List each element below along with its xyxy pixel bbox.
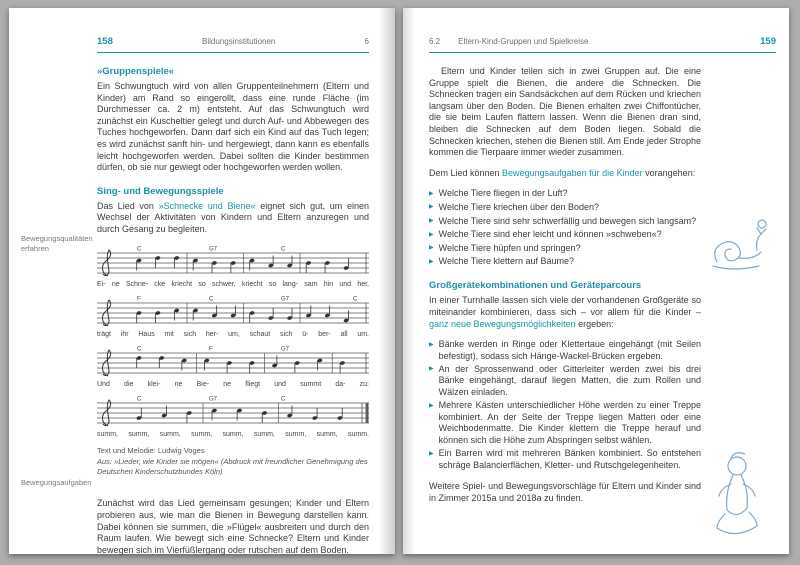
question-text: Welche Tiere klettern auf Bäume? <box>438 256 575 267</box>
section-number: 6.2 <box>429 37 441 46</box>
music-system <box>97 345 369 389</box>
svg-text:F: F <box>209 346 213 353</box>
question-item <box>429 202 701 214</box>
bullet-item <box>429 448 701 471</box>
song-lyrics-line: Und die klei- ne Bie- ne fliegt und summt da- zu: <box>97 380 369 388</box>
bullet-arrow-icon: ▶ <box>429 218 434 225</box>
bullet-item <box>429 364 701 399</box>
bullet-arrow-icon: ▶ <box>429 190 434 197</box>
music-system <box>97 295 369 339</box>
running-title-left: Bildungsinstitutionen <box>202 37 276 46</box>
bullet-text: Mehrere Kästen unterschiedlicher Höhe werden zu einer Treppe kombiniert. An der Seite der Treppe liegen Matten oder eine Weichbodenmatte. Die Kinder klettern die Treppe herauf und können sich die Höhe zum Abspringen selbst wählen. <box>438 400 701 445</box>
page-left <box>9 8 395 554</box>
para-geraete-intro: In einer Turnhalle lassen sich viele der vorhandenen Großgeräte so miteinander kombinieren, dass sich – vor allem für die Kinder – ganz neue Bewegungsmöglichkeiten ergeben: <box>429 295 701 329</box>
bullet-arrow-icon: ▶ <box>429 204 434 211</box>
running-title-right: Eltern-Kind-Gruppen und Spielkreise <box>458 37 589 46</box>
illustration-snail-doodle <box>703 206 775 278</box>
bullet-item <box>429 400 701 446</box>
svg-text:C: C <box>353 296 358 303</box>
para-singspiele: Das Lied von »Schnecke und Biene« eignet sich gut, um einen Wechsel der Aktivitäten von Kindern und Eltern anzuregen und durch Gesang zu begleiten. <box>97 200 369 234</box>
question-item <box>429 256 701 268</box>
svg-text:F: F <box>137 296 141 303</box>
illustration-sitting-figure-doodle <box>695 444 777 554</box>
para-literaturhinweis: Weitere Spiel- und Bewegungsvorschläge für Eltern und Kinder sind in Zimmer 2015a und 2018a zu finden. <box>429 481 701 503</box>
page-right <box>403 8 789 554</box>
question-item <box>429 243 701 255</box>
question-text: Welche Tiere kriechen über den Boden? <box>438 201 600 212</box>
heading-singspiele: Sing- und Bewegungsspiele <box>97 185 224 197</box>
bullet-arrow-icon: ▶ <box>429 258 434 265</box>
song-credit-author: Text und Melodie: Ludwig Voges <box>97 445 205 455</box>
svg-text:C: C <box>137 396 142 403</box>
para-schwungtuch: Ein Schwungtuch wird von allen Gruppenteilnehmern (Eltern und Kinder) am Rand so eingerollt, dass eine runde Fläche (im Durchmesser ca. 2 m) entsteht. Auf das Schwungtuch wird zunächst ein Kuscheltier gelegt und durch Auf- und Abbewegen des Tuches hochgeworfen. Dann darf sich ein Kind auf das Tuch legen; es wird zunächst sanft hin- und hergewiegt, dann kann es ebenfalls leicht hochgeworfen werden. Dabei sollten die Kinder bestimmen dürfen, ob sie nur gewiegt oder hochgeworfen werden wollen. <box>97 81 369 173</box>
svg-text:G7: G7 <box>209 246 218 253</box>
question-text: Welche Tiere sind sehr schwerfällig und bewegen sich langsam? <box>438 215 697 226</box>
page-number-left: 158 <box>97 36 113 47</box>
bullet-text: Ein Barren wird mit mehreren Bänken kombiniert. So entstehen schräge Balancierflächen, Kletter- und Rutschgelegenheiten. <box>438 448 701 470</box>
question-item <box>429 216 701 228</box>
bullet-text: An der Sprossenwand oder Gitterleiter werden zwei bis drei Bänke eingehängt, darauf liegen Matten, die zum Rollen und Wälzen einladen. <box>438 363 701 398</box>
heading-gruppenspiele: »Gruppenspiele« <box>97 66 175 77</box>
svg-text:C: C <box>281 396 286 403</box>
bullet-arrow-icon: ▶ <box>429 402 434 409</box>
questions-list <box>429 188 701 268</box>
bullet-arrow-icon: ▶ <box>429 450 434 457</box>
heading-geraeteparcours: Großgerätekombinationen und Geräteparcours <box>429 280 642 292</box>
svg-text:C: C <box>209 296 214 303</box>
question-text: Welche Tiere fliegen in der Luft? <box>438 188 568 199</box>
music-notation <box>97 245 369 439</box>
bullet-text: Bänke werden in Ringe oder Klettertaue eingehängt (mit Seilen befestigt), sodass sich Hänge-Wackel-Brücken ergeben. <box>438 339 701 361</box>
question-text: Welche Tiere sind eher leicht und können »schweben«? <box>438 229 662 240</box>
margin-note-bewegungsaufgaben: Bewegungsaufgaben <box>21 478 92 487</box>
para-gruppeneinteilung: Eltern und Kinder teilen sich in zwei Gruppen auf. Die eine Gruppe spielt die Bienen, die andere die Schnecken. Die Schnecken tragen ein Sandsäckchen auf dem Rücken und kriechen langsam über den Boden. Die Bienen erhalten zwei Chiffontücher, die sie beim Laufen flattern lassen. Wenn die Bienen dran sind, bleiben die Schnecken auf dem Boden liegen. Sobald die Schnecken kriechen, stehen die Bienen still. Am Ende jeder Strophe kommen die Tierpaare immer wieder zusammen. <box>429 66 701 158</box>
bullet-arrow-icon: ▶ <box>429 245 434 252</box>
svg-text:C: C <box>137 346 142 353</box>
svg-text:C: C <box>281 246 286 253</box>
bullet-arrow-icon: ▶ <box>429 366 434 373</box>
svg-text:G7: G7 <box>209 396 218 403</box>
header-left <box>97 36 369 53</box>
margin-note-bewegungsqualitaeten: Bewegungsqualitäten erfahren <box>21 234 93 253</box>
right-content <box>429 66 701 513</box>
music-system <box>97 245 369 289</box>
header-right <box>429 36 776 53</box>
question-item <box>429 229 701 241</box>
para-bewegungsdarstellung: Zunächst wird das Lied gemeinsam gesungen; Kinder und Eltern probieren aus, wie man die Bienen in Bewegung darstellen kann. Dabei können sie summen, die »Flügel« ausbreiten und durch den Raum laufen. Wie bewegt sich eine Schnecke? Eltern und Kinder bewegen sich im Vierfüßlergang oder rutschen auf dem Boden. <box>97 498 369 555</box>
song-lyrics-line: trägt ihr Haus mit sich her- um, schaut sich ü- ber- all um. <box>97 330 369 338</box>
svg-text:G7: G7 <box>281 346 290 353</box>
song-lyrics-line: Ei- ne Schne- cke kriecht so schwer, kriecht so lang- sam hin und her, <box>97 280 369 288</box>
page-number-right: 159 <box>760 36 776 47</box>
question-item <box>429 188 701 200</box>
question-text: Welche Tiere hüpfen und springen? <box>438 242 581 253</box>
inline-highlight-songtitle: »Schnecke und Biene« <box>158 200 256 211</box>
inline-highlight-bewegungsmoeglichkeiten: ganz neue Bewegungsmöglichkeiten <box>429 318 576 329</box>
geraete-bullets-list <box>429 339 701 471</box>
bullet-arrow-icon: ▶ <box>429 341 434 348</box>
song-credit-source: Aus: »Lieder, wie Kinder sie mögen« (Abdruck mit freundlicher Genehmigung des Deutschen Kinderschutzbundes Köln) <box>97 457 368 476</box>
svg-text:G7: G7 <box>281 296 290 303</box>
chapter-number: 6 <box>364 37 369 46</box>
inline-highlight-bewegungsaufgaben: Bewegungsaufgaben für die Kinder <box>502 167 643 178</box>
song-lyrics-line: summ, summ, summ, summ, summ, summ, summ, summ, summ. <box>97 430 369 438</box>
svg-text:C: C <box>137 246 142 253</box>
bullet-arrow-icon: ▶ <box>429 231 434 238</box>
music-system <box>97 395 369 439</box>
leadin-bewegungsaufgaben: Dem Lied können Bewegungsaufgaben für die Kinder vorangehen: <box>429 167 696 178</box>
left-content <box>97 66 369 565</box>
bullet-item <box>429 339 701 362</box>
